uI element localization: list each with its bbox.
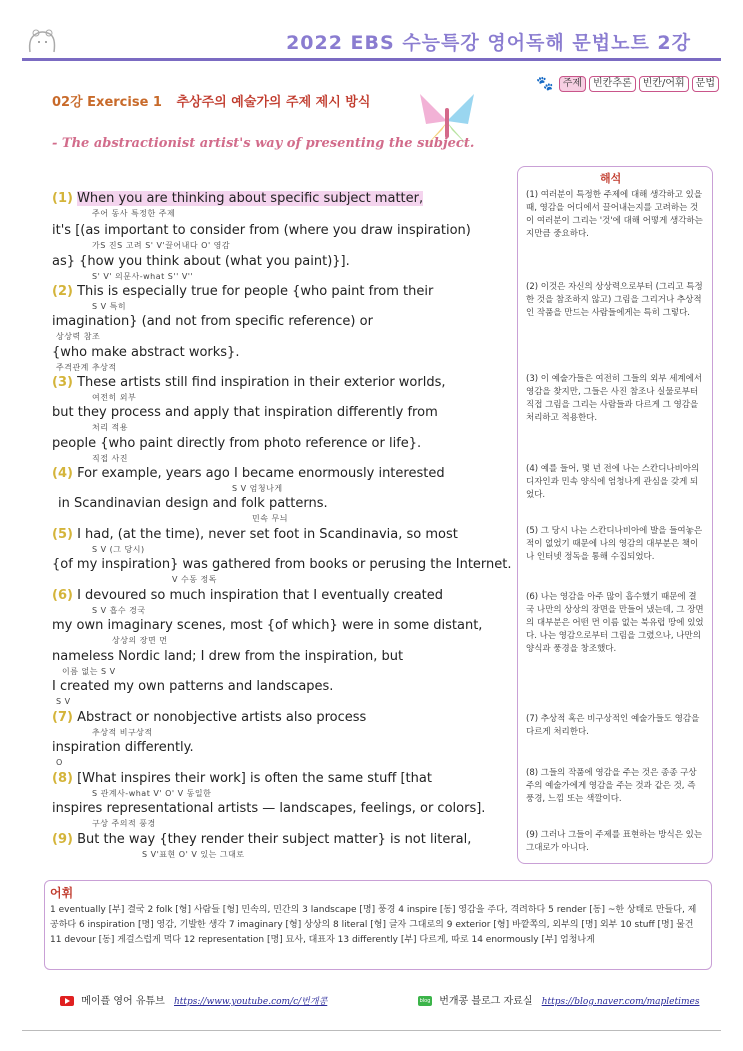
passage-line: This is especially true for people {who paint from their [77, 284, 434, 299]
passage-line: inspires representational artists — landscapes, feelings, or colors]. [52, 801, 486, 816]
tag-grammar[interactable]: 문법 [692, 76, 719, 92]
passage-line: in Scandinavian design and folk patterns. [58, 496, 328, 511]
passage-line: nameless Nordic land; I drew from the inspiration, but [52, 649, 404, 664]
translation-5: (5) 그 당시 나는 스칸디나비아에 발을 들여놓은 적이 없었기 때문에 나의 영감의 대부분은 책이나 인터넷 정독을 통해 수집되었다. [526, 526, 703, 562]
gloss: 민속 무늬 [252, 514, 288, 523]
gloss: S V'표현 O' V 있는 그대로 [142, 850, 245, 859]
gloss: 상상의 장면 먼 [112, 636, 168, 645]
translation-2: (2) 이것은 자신의 상상력으로부터 (그리고 특정한 것을 참조하지 않고) 그림을 그리거나 추상적인 작품을 만드는 사람들에게는 특히 그렇다. [526, 282, 703, 318]
gloss: S V [56, 697, 71, 706]
passage-line: inspiration differently. [52, 740, 194, 755]
footer-divider [22, 1030, 721, 1031]
sentence-6: (6) I devoured so much inspiration that I eventually created [52, 588, 444, 603]
paw-icon: 🐾 [536, 76, 554, 92]
translation-3: (3) 이 예술가들은 여전히 그들의 외부 세계에서 영감을 찾지만, 그들은 사진 참조나 실물로부터 직접 그림을 그리는 사람들과 다르게 그 영감을 처리하고 적용한다. [526, 374, 703, 423]
passage-line: Abstract or nonobjective artists also process [77, 710, 367, 725]
tag-blank[interactable]: 빈칸추론 [589, 76, 636, 92]
sentence-8: (8) [What inspires their work] is often the same stuff [that [52, 771, 432, 786]
sentence-4: (4) For example, years ago I became enormously interested [52, 466, 445, 481]
passage-line: as} {how you think about (what you paint)}]. [52, 254, 350, 269]
header-divider [22, 58, 721, 61]
gloss: V 수동 정독 [172, 575, 217, 584]
bear-logo-icon [22, 22, 62, 62]
translation-panel [517, 166, 713, 864]
youtube-icon [60, 996, 74, 1006]
gloss: 상상력 참조 [56, 332, 101, 341]
sentence-3: (3) These artists still find inspiration in their exterior worlds, [52, 375, 446, 390]
gloss: 여전히 외부 [92, 393, 137, 402]
gloss: 추상적 비구상적 [92, 728, 153, 737]
passage-line: When you are thinking about specific subject matter, [77, 191, 424, 206]
blog-footer[interactable] [418, 992, 700, 1007]
passage-line: imagination} (and not from specific reference) or [52, 314, 373, 329]
youtube-link[interactable]: https://www.youtube.com/c/번개콩 [174, 997, 328, 1007]
youtube-label: 메이플 영어 유튜브 [81, 996, 165, 1007]
translation-9: (9) 그러나 그들이 주제를 표현하는 방식은 있는 그대로가 아니다. [526, 830, 703, 853]
gloss: 주어 동사 특정한 주제 [92, 209, 176, 218]
sentence-7: (7) Abstract or nonobjective artists also process [52, 710, 367, 725]
passage-line: [What inspires their work] is often the same stuff [that [77, 771, 432, 786]
tag-blank-vocab[interactable]: 빈칸/어휘 [639, 76, 689, 92]
exercise-subtitle: 추상주의 예술가의 주제 제시 방식 [176, 95, 371, 110]
passage-line: it's [(as important to consider from (where you draw inspiration) [52, 223, 471, 238]
exercise-heading [52, 91, 370, 110]
gloss: 주격관계 추상적 [56, 363, 117, 372]
translation-4: (4) 예를 들어, 몇 년 전에 나는 스칸디나비아의 디자인과 민속 양식에 엄청나게 관심을 갖게 되었다. [526, 464, 700, 500]
gloss: S V 흡수 경국 [92, 606, 146, 615]
page-title: 2022 EBS 수능특강 영어독해 문법노트 2강 [286, 32, 691, 54]
panel-heading: 해석 [600, 172, 622, 185]
passage-line: I created my own patterns and landscapes. [52, 679, 334, 694]
blog-link[interactable]: https://blog.naver.com/mapletimes [541, 997, 700, 1007]
passage-line: These artists still find inspiration in their exterior worlds, [77, 375, 446, 390]
youtube-footer[interactable] [60, 992, 327, 1007]
passage-line: {who make abstract works}. [52, 345, 240, 360]
translation-8: (8) 그들의 작품에 영감을 주는 것은 종종 구상주의 예술가에게 영감을 주는 것과 같은 것, 즉 풍경, 느낌 또는 색깔이다. [526, 768, 697, 804]
gloss: 직접 사진 [92, 454, 128, 463]
passage-line: For example, years ago I became enormously interested [77, 466, 445, 481]
translation-1: (1) 여러분이 특정한 주제에 대해 생각하고 있을 때, 영감을 어디에서 끌어내는지를 고려하는 것이 여러분이 그리는 '것'에 대해 어떻게 생각하는지만큼 중요하다. [526, 190, 703, 239]
passage-line: I devoured so much inspiration that I eventually created [77, 588, 444, 603]
sentence-5: (5) I had, (at the time), never set foot in Scandinavia, so most [52, 527, 458, 542]
translation-6: (6) 나는 영감을 아주 많이 흡수했기 때문에 결국 나만의 상상의 장면을 만들어 냈는데, 그 장면의 대부분은 어떤 먼 이름 없는 북유럽 땅에 있었다. 나는 영감으로부터 그림을 그렸으나, 나만의 양식과 풍경을 창조했다. [526, 592, 704, 654]
gloss: 처리 적용 [92, 423, 128, 432]
vocabulary-box [44, 880, 712, 970]
tag-topic[interactable]: 주제 [559, 76, 586, 92]
sentence-9: (9) But the way {they render their subject matter} is not literal, [52, 832, 472, 847]
gloss: S V (그 당시) [92, 545, 145, 554]
passage-line: my own imaginary scenes, most {of which} were in some distant, [52, 618, 483, 633]
sentence-1: (1) When you are thinking about specific subject matter, [52, 191, 424, 206]
passage-line: but they process and apply that inspiration differently from [52, 405, 438, 420]
sentence-2: (2) This is especially true for people {who paint from their [52, 284, 434, 299]
blog-label: 번개콩 블로그 자료실 [439, 996, 533, 1007]
gloss: S V 특히 [92, 302, 127, 311]
tag-bar [536, 76, 719, 92]
translation-7: (7) 추상적 혹은 비구상적인 예술가들도 영감을 다르게 처리한다. [526, 714, 700, 737]
exercise-label: 02강 Exercise 1 [52, 95, 162, 110]
gloss: S V 엄청나게 [232, 484, 283, 493]
passage-line: {of my inspiration} was gathered from books or perusing the Internet. [52, 557, 512, 572]
blog-icon: blog [419, 998, 431, 1004]
gloss: 이름 없는 S V [62, 667, 116, 676]
vocabulary-heading: 어휘 [50, 886, 74, 900]
passage-line: But the way {they render their subject matter} is not literal, [77, 832, 472, 847]
gloss: S' V' 의문사-what S'' V'' [92, 272, 194, 281]
passage-line: I had, (at the time), never set foot in Scandinavia, so most [77, 527, 458, 542]
gloss: O [56, 758, 63, 767]
vocabulary-list: 1 eventually [부] 결국 2 folk [형] 사람들 [형] 민속의, 민간의 3 landscape [명] 풍경 4 inspire [동] 영감을 주다, 격려하다 5 render [동] ~한 상태로 만들다, 제공하다 6 inspiration [명] 영감, 기발한 생각 7 imaginary [형] 상상의 8 literal [형] 글자 그대로의 9 exterior [형] 바깥쪽의, 외부의 [명] 외부 10 stuff [명] 물건 11 devour [동] 게걸스럽게 먹다 12 representation [명] 묘사, 대표자 13 differently [부] 다르게, 따로 14 enormously [부] 엄청나게 [50, 905, 697, 945]
passage-line: people {who paint directly from photo reference or life}. [52, 436, 422, 451]
gloss: 가S 진S 고려 S' V'끌어내다 O' 영감 [92, 241, 231, 250]
gloss: S 관계사-what V' O' V 동일한 [92, 789, 212, 798]
english-subtitle: - The abstractionist artist's way of presenting the subject. [52, 136, 475, 151]
gloss: 구상 주의적 풍경 [92, 819, 156, 828]
